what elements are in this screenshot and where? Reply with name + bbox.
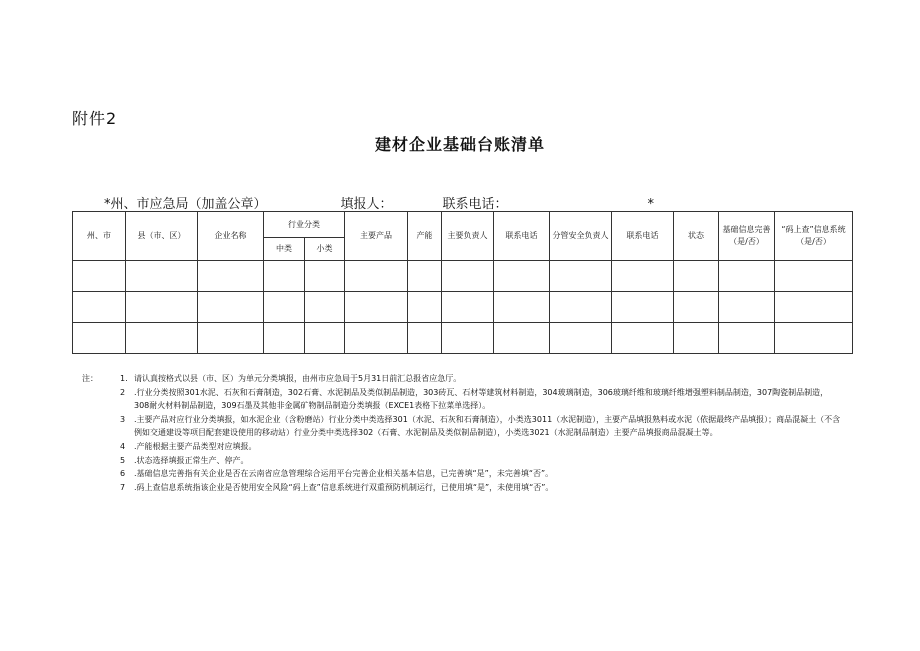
table-cell[interactable] (494, 292, 550, 323)
table-cell[interactable] (494, 323, 550, 354)
document-title: 建材企业基础台账清单 (374, 135, 545, 154)
header-phone-1: 联系电话 (494, 212, 550, 261)
reporter-label: 填报人： (340, 197, 393, 212)
table-cell[interactable] (674, 261, 719, 292)
header-safety-head: 分管安全负责人 (550, 212, 612, 261)
table-cell[interactable] (264, 323, 305, 354)
header-capacity: 产能 (408, 212, 442, 261)
ledger-table (72, 211, 853, 354)
header-company: 企业名称 (198, 212, 264, 261)
note-item (82, 440, 842, 454)
table-cell[interactable] (674, 323, 719, 354)
note-text: .基础信息完善指有关企业是否在云南省应急管理综合运用平台完善企业相关基本信息，已完善填“是”，未完善填“否”。 (134, 469, 554, 479)
note-text: .产能根据主要产品类型对应填报。 (134, 441, 257, 451)
table-cell[interactable] (73, 323, 126, 354)
notes-section (82, 372, 842, 494)
header-principal: 主要负责人 (442, 212, 494, 261)
attachment-label: 附件2 (72, 109, 118, 128)
table-cell[interactable] (612, 292, 674, 323)
table-cell[interactable] (612, 261, 674, 292)
table-cell[interactable] (345, 323, 408, 354)
note-number: 7 (120, 482, 126, 492)
note-text: .行业分类按照301水泥、石灰和石膏制造，302石膏、水泥制品及类似制品制造，303砖瓦、石材等建筑材料制造，304玻璃制造，306玻璃纤维和玻璃纤维增强塑料制品制造，307陶瓷制品制造，308耐火材料制品制造，309石墨及其他非金属矿物制品制造分类填报（EXCE1表格下拉菜单选择）。 (134, 387, 829, 411)
header-industry-mid: 中类 (264, 238, 305, 261)
note-number: 5 (120, 455, 126, 465)
notes-prefix: 注： (82, 374, 98, 383)
table-cell[interactable] (264, 261, 305, 292)
table-cell[interactable] (126, 292, 198, 323)
note-number: 1. (120, 374, 128, 383)
header-qr-system: “码上查”信息系统（是/否） (775, 212, 853, 261)
table-cell[interactable] (264, 292, 305, 323)
prefix-star: * (104, 197, 111, 212)
header-info-done: 基础信息完善（是/否） (719, 212, 775, 261)
ledger-body (73, 261, 853, 354)
header-prefecture: 州、市 (73, 212, 126, 261)
suffix-star: * (647, 197, 655, 212)
note-item (82, 481, 842, 495)
unit-label: 州、市应急局（加盖公章） (110, 197, 267, 212)
table-cell[interactable] (305, 323, 345, 354)
header-county: 县（市、区） (126, 212, 198, 261)
table-cell[interactable] (550, 292, 612, 323)
header-main-product: 主要产品 (345, 212, 408, 261)
table-row (73, 261, 853, 292)
note-number: 2 (120, 387, 126, 397)
table-cell[interactable] (408, 292, 442, 323)
note-number: 6 (120, 469, 126, 479)
table-cell[interactable] (408, 261, 442, 292)
table-cell[interactable] (442, 323, 494, 354)
note-item (82, 386, 842, 413)
note-item (82, 454, 842, 468)
phone-blank[interactable] (508, 197, 648, 212)
note-text: .主要产品对应行业分类填报，如水泥企业（含粉磨站）行业分类中类选择301（水泥、石灰和石膏制造），小类选3011（水泥制造），主要产品填报熟料或水泥（依据最终产品填报）；商品混凝土（不含例如交通建设等项目配套建设使用的移动站）行业分类中类选择302（石膏、水泥制品及类似制品制造），小类选3021（水泥制品制造）主要产品填报商品混凝土等。 (134, 414, 841, 438)
table-cell[interactable] (612, 323, 674, 354)
table-cell[interactable] (442, 292, 494, 323)
table-cell[interactable] (345, 261, 408, 292)
table-cell[interactable] (775, 323, 853, 354)
note-item (82, 372, 842, 386)
note-number: 4 (120, 441, 126, 451)
table-cell[interactable] (719, 323, 775, 354)
table-cell[interactable] (126, 323, 198, 354)
table-cell[interactable] (442, 261, 494, 292)
table-cell[interactable] (408, 323, 442, 354)
table-cell[interactable] (198, 292, 264, 323)
table-cell[interactable] (198, 323, 264, 354)
table-cell[interactable] (305, 292, 345, 323)
note-text: .状态选择填报正常生产、停产。 (134, 455, 249, 465)
table-cell[interactable] (345, 292, 408, 323)
note-item (82, 413, 842, 440)
header-phone-2: 联系电话 (612, 212, 674, 261)
table-cell[interactable] (775, 292, 853, 323)
table-cell[interactable] (126, 261, 198, 292)
header-status: 状态 (674, 212, 719, 261)
fill-in-line (104, 193, 654, 212)
note-number: 3 (120, 414, 126, 424)
reporter-blank[interactable] (393, 197, 443, 212)
note-item (82, 467, 842, 481)
table-cell[interactable] (775, 261, 853, 292)
table-cell[interactable] (73, 261, 126, 292)
table-cell[interactable] (550, 261, 612, 292)
table-row (73, 292, 853, 323)
table-cell[interactable] (198, 261, 264, 292)
header-industry-small: 小类 (305, 238, 345, 261)
table-row (73, 323, 853, 354)
table-cell[interactable] (674, 292, 719, 323)
table-cell[interactable] (494, 261, 550, 292)
table-cell[interactable] (305, 261, 345, 292)
table-cell[interactable] (719, 261, 775, 292)
header-industry: 行业分类 (264, 212, 345, 238)
table-cell[interactable] (73, 292, 126, 323)
note-text: .码上查信息系统指该企业是否使用安全风险“码上查”信息系统进行双重预防机制运行，已使用填“是”，未使用填“否”。 (134, 482, 554, 492)
note-text: 请认真按格式以县（市、区）为单元分类填报，由州市应急局于5月31日前汇总报省应急厅。 (134, 374, 462, 383)
phone-label: 联系电话： (442, 197, 508, 212)
table-cell[interactable] (550, 323, 612, 354)
table-cell[interactable] (719, 292, 775, 323)
